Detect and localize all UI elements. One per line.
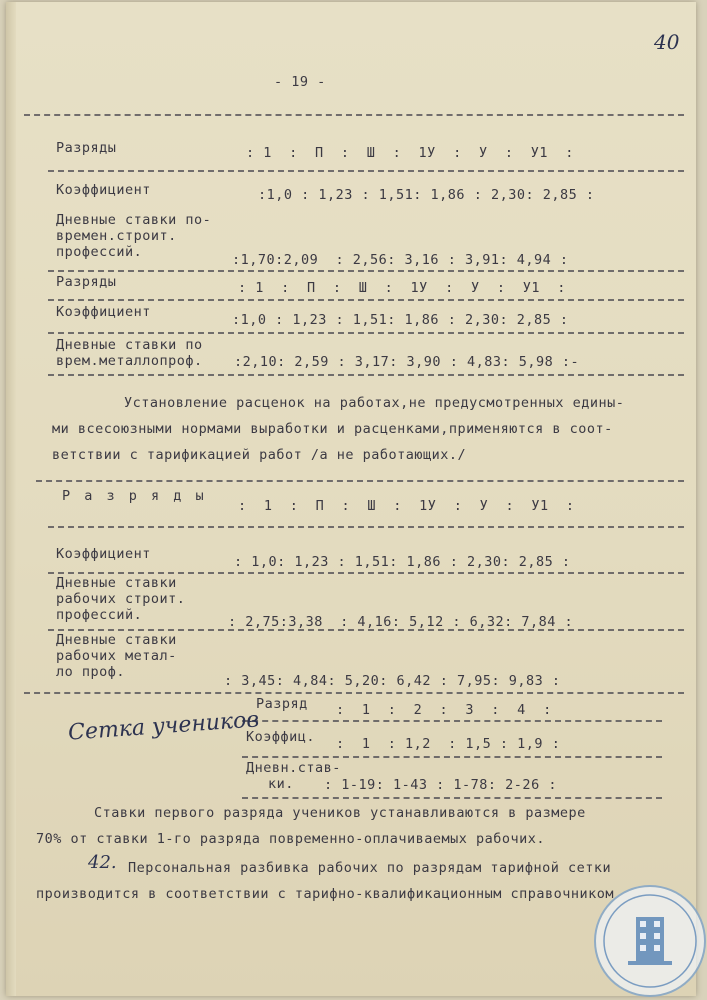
table1-rates1-label-line3: профессий. xyxy=(56,244,143,260)
paragraph2-line1: Ставки первого разряда учеников устанавливаются в размере xyxy=(94,805,586,821)
table1-grades-2: : 1 : П : Ш : 1У : У : У1 : xyxy=(238,280,566,296)
paragraph1-line3: ветствии с тарификацией работ /а не работающих./ xyxy=(52,447,467,463)
divider xyxy=(48,332,684,334)
archive-building-icon xyxy=(596,887,704,995)
table3-rates-label-line2: ки. xyxy=(268,776,294,792)
table2-rates1-label-line1: Дневные ставки xyxy=(56,575,177,591)
table3-grade-label: Разряд xyxy=(256,696,308,712)
paragraph2-line4: производится в соответствии с тарифно-квалификационным справочником xyxy=(36,886,615,902)
table2-rates2-label-line3: ло проф. xyxy=(56,664,126,680)
table2-grades-label: Р а з р я д ы xyxy=(62,488,207,504)
table1-rates2-label-line2: врем.металлопроф. xyxy=(56,353,203,369)
table3-coef: : 1 : 1,2 : 1,5 : 1,9 : xyxy=(336,736,561,752)
table2-coef-label: Коэффициент xyxy=(56,546,151,562)
archive-seal xyxy=(594,885,706,997)
divider xyxy=(48,526,684,528)
table1-rates2-label-line1: Дневные ставки по xyxy=(56,337,203,353)
divider xyxy=(242,797,662,799)
divider xyxy=(242,756,662,758)
table3-coef-label: Коэффиц. xyxy=(246,729,316,745)
table1-rates1-values: :1,70:2,09 : 2,56: 3,16 : 3,91: 4,94 : xyxy=(232,252,569,268)
table1-grades: : 1 : П : Ш : 1У : У : У1 : xyxy=(246,145,574,161)
table3-grades: : 1 : 2 : 3 : 4 : xyxy=(336,702,552,718)
table2-rates2-label-line2: рабочих метал- xyxy=(56,648,177,664)
divider xyxy=(242,720,662,722)
divider xyxy=(24,692,684,694)
table1-coef-label-2: Коэффициент xyxy=(56,304,151,320)
table2-rates1-label-line3: профессий. xyxy=(56,607,143,623)
table1-coef-row1: :1,0 : 1,23 : 1,51: 1,86 : 2,30: 2,85 : xyxy=(258,187,595,203)
paragraph2-line3: Персональная разбивка рабочих по разрядам тарифной сетки xyxy=(128,860,612,876)
table2-coef: : 1,0: 1,23 : 1,51: 1,86 : 2,30: 2,85 : xyxy=(234,554,571,570)
table3-rates-values: : 1-19: 1-43 : 1-78: 2-26 : xyxy=(324,777,557,793)
paragraph-number: 42. xyxy=(88,852,117,873)
divider xyxy=(48,270,684,272)
divider xyxy=(48,572,684,574)
table1-rates2-values: :2,10: 2,59 : 3,17: 3,90 : 4,83: 5,98 :- xyxy=(234,354,580,370)
page-number: - 19 - xyxy=(274,74,326,90)
document-page xyxy=(6,2,696,996)
table1-rates1-label-line1: Дневные ставки по- xyxy=(56,212,212,228)
table1-grades-label: Разряды xyxy=(56,140,117,156)
table3-rates-label-line1: Дневн.став- xyxy=(246,760,341,776)
divider xyxy=(48,170,684,172)
table1-coef-label: Коэффициент xyxy=(56,182,151,198)
table1-rates1-label-line2: времен.строит. xyxy=(56,228,177,244)
handwritten-note: Сетка учеников xyxy=(67,707,260,746)
divider xyxy=(48,629,684,631)
table2-grades: : 1 : П : Ш : 1У : У : У1 : xyxy=(238,498,575,514)
divider xyxy=(48,374,684,376)
divider xyxy=(48,299,684,301)
paragraph2-line2: 70% от ставки 1-го разряда повременно-оплачиваемых рабочих. xyxy=(36,831,546,847)
divider xyxy=(24,114,684,116)
divider xyxy=(36,480,684,482)
table1-grades-label-2: Разряды xyxy=(56,274,117,290)
table2-rates1-label-line2: рабочих строит. xyxy=(56,591,186,607)
corner-page-number: 40 xyxy=(654,30,680,54)
table2-rates1-values: : 2,75:3,38 : 4,16: 5,12 : 6,32: 7,84 : xyxy=(228,614,574,630)
table1-coef-row2: :1,0 : 1,23 : 1,51: 1,86 : 2,30: 2,85 : xyxy=(232,312,569,328)
table2-rates2-label-line1: Дневные ставки xyxy=(56,632,177,648)
table2-rates2-values: : 3,45: 4,84: 5,20: 6,42 : 7,95: 9,83 : xyxy=(224,673,561,689)
paragraph1-line2: ми всесоюзными нормами выработки и расценками,применяются в соот- xyxy=(52,421,613,437)
paragraph1-line1: Установление расценок на работах,не предусмотренных едины- xyxy=(124,395,625,411)
